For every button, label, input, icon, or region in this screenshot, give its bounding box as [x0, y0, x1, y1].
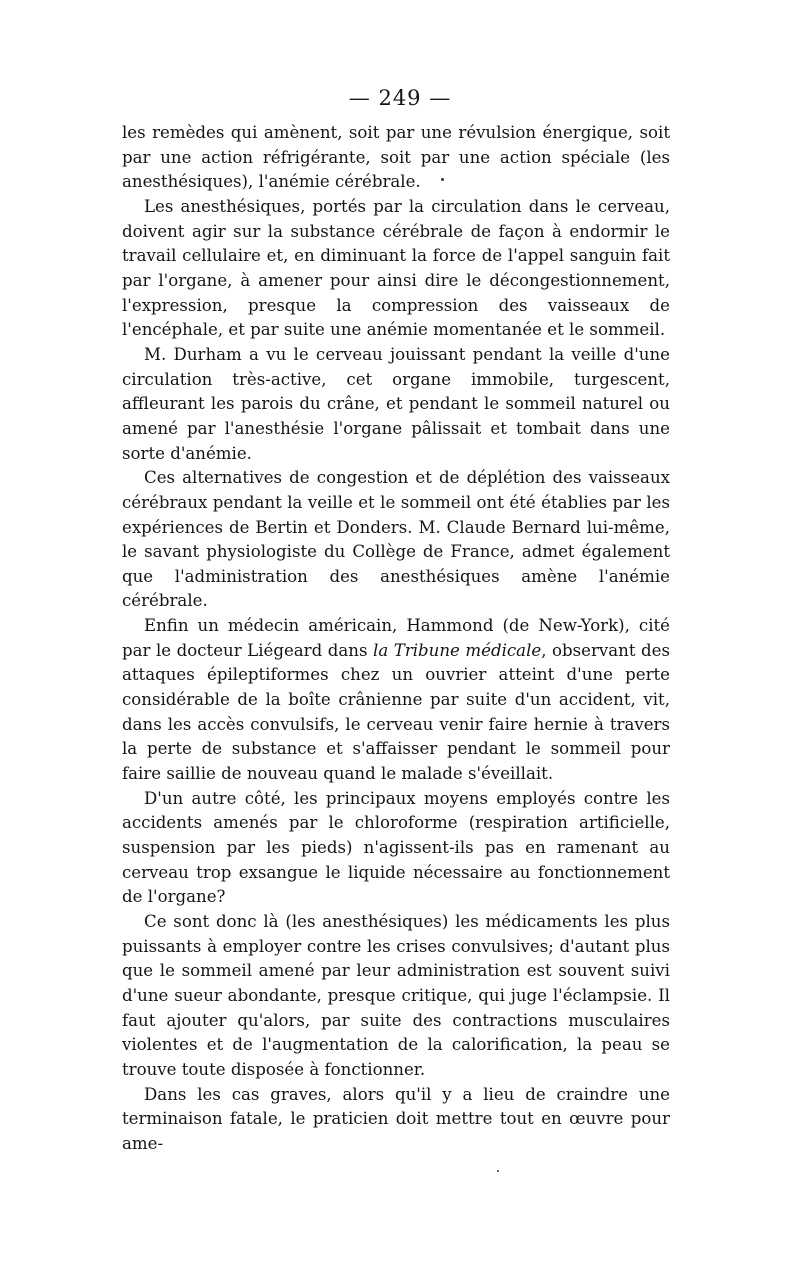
paragraph-8: Dans les cas graves, alors qu'il y a lieu de craindre une terminaison fatale, le praticien doit mettre tout en œuvre pour ame-	[122, 1084, 670, 1153]
paragraph-5-text-start: Enfin un médecin américain, Hammond (de New-York), cité par le docteur Liégeard dans	[122, 616, 670, 660]
paragraph-2: Les anesthésiques, portés par la circulation dans le cerveau, doivent agir sur la substance cérébrale de façon à endormir le travail cellulaire et, en diminuant la force de l'appel sanguin fait par l'organe, à amener pour ainsi dire le décongestionnement, l'expression, presque la compression des vaisseaux de l'encéphale, et par suite une anémie momentanée et le sommeil.	[122, 196, 670, 340]
paragraph-6: D'un autre côté, les principaux moyens employés contre les accidents amenés par le chloroforme (respiration artificielle, suspension par les pieds) n'agissent-ils pas en ramenant au cerveau trop exsangue le liquide nécessaire au fonctionnement de l'organe?	[122, 788, 670, 907]
ink-speck	[441, 178, 444, 181]
paragraph-7: Ce sont donc là (les anesthésiques) les médicaments les plus puissants à employer contre les crises convulsives; d'autant plus que le sommeil amené par leur administration est souvent suivi d'une sueur abondante, presque critique, qui juge l'éclampsie. Il faut ajouter qu'alors, par suite des contractions musculaires violentes et de l'augmentation de la calorification, la peau se trouve toute disposée à fonctionner.	[122, 912, 670, 1079]
page-number: — 249 —	[348, 86, 452, 110]
paragraph-5-text-end: , observant des attaques épileptiformes chez un ouvrier atteint d'une perte considérable de la boîte crânienne par suite d'un accident, vit, dans les accès convulsifs, le cerveau venir faire hernie à travers la perte de substance et s'affaisser pendant le sommeil pour faire saillie de nouveau quand le malade s'éveillait.	[122, 640, 671, 784]
paragraph-3: M. Durham a vu le cerveau jouissant pendant la veille d'une circulation très-active, cet organe immobile, turgescent, affleurant les parois du crâne, et pendant le sommeil naturel ou amené par l'anesthésie l'organe pâlissait et tombait dans une sorte d'anémie.	[122, 344, 670, 463]
paragraph-1: les remèdes qui amènent, soit par une révulsion énergique, soit par une action réfrigérante, soit par une action spéciale (les anesthésiques), l'anémie cérébrale.	[122, 123, 670, 192]
paragraph-4: Ces alternatives de congestion et de déplétion des vaisseaux cérébraux pendant la veille et le sommeil ont été établies par les expériences de Bertin et Donders. M. Claude Bernard lui-même, le savant physiologiste du Collège de France, admet également que l'administration des anesthésiques amène l'anémie cérébrale.	[122, 468, 670, 611]
journal-title-italic: la Tribune médicale	[373, 640, 542, 660]
ink-speck	[497, 1170, 499, 1172]
paragraph-5	[122, 614, 670, 787]
body-text	[122, 121, 670, 1157]
